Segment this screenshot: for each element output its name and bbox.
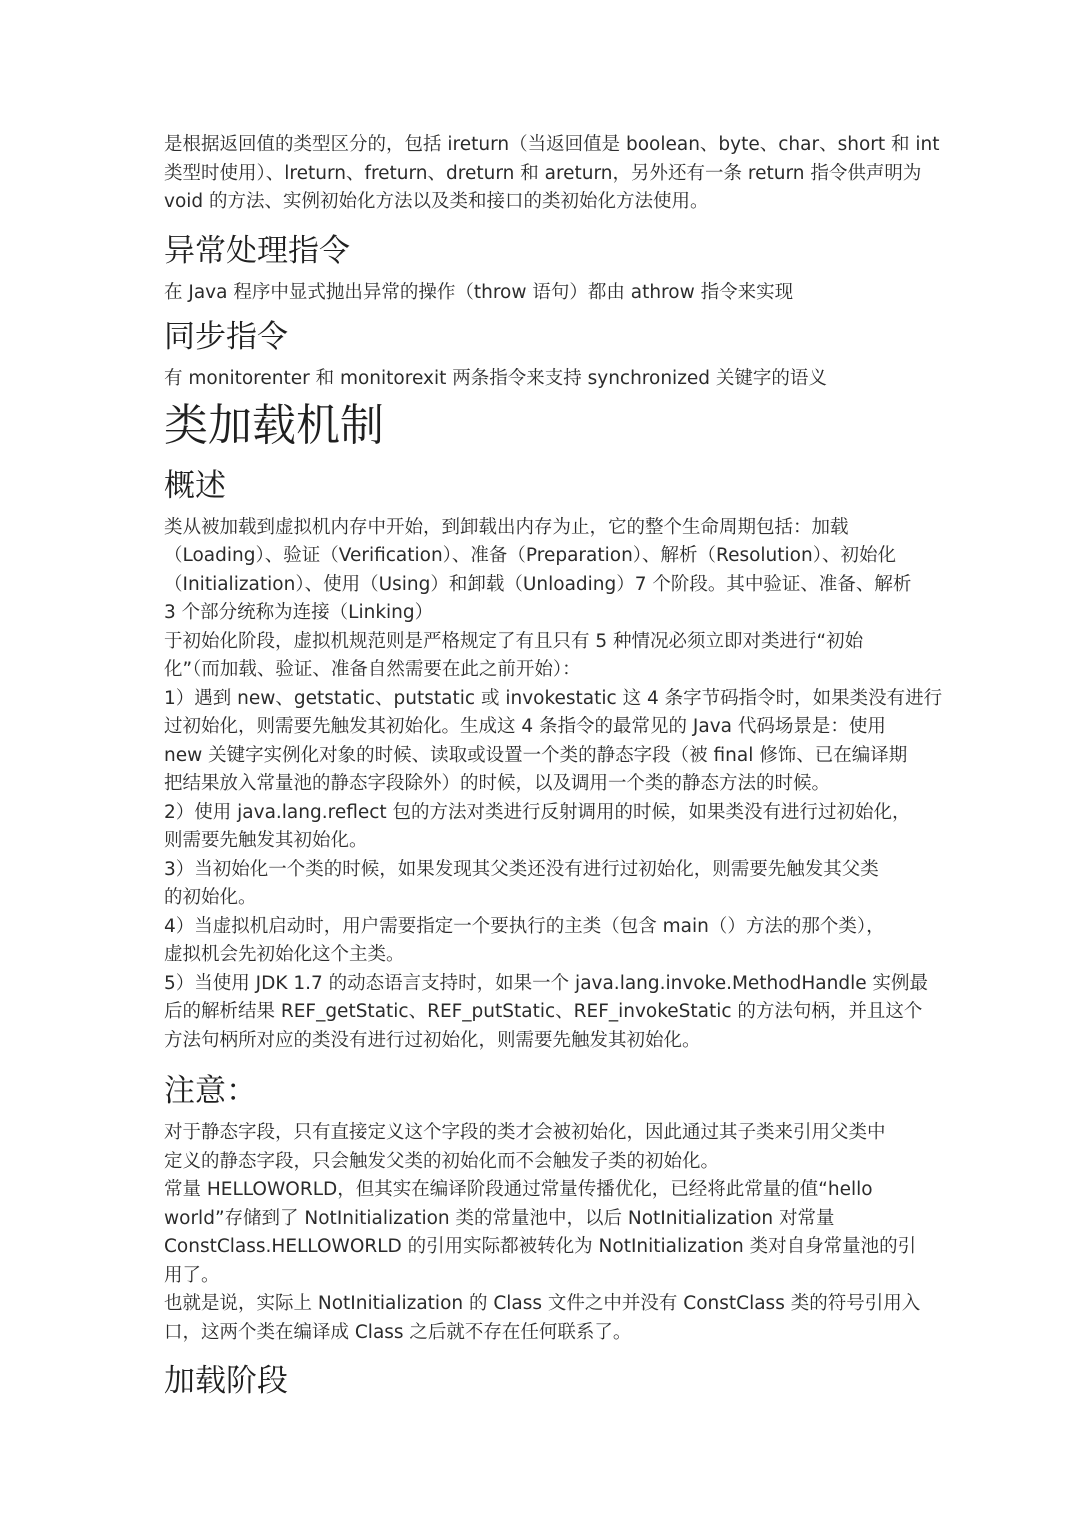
text-line: 2）使用 java.lang.reflect 包的方法对类进行反射调用的时候，如果类没有进行过初始化， [164,801,911,823]
text-line: 于初始化阶段，虚拟机规范则是严格规定了有且只有 5 种情况必须立即对类进行“初始 [164,630,864,652]
text-line: 类从被加载到虚拟机内存中开始，到卸载出内存为止，它的整个生命周期包括：加载 [164,516,849,538]
text-line: 4）当虚拟机启动时，用户需要指定一个要执行的主类（包含 main（）方法的那个类）， [164,915,885,937]
text-line: 类型时使用）、lreturn、freturn、dreturn 和 areturn，另外还有一条 return 指令供声明为 [164,162,922,184]
text-line: 3 个部分统称为连接（Linking） [164,602,434,623]
heading-note: 注意： [164,1073,257,1109]
exception-paragraph [164,279,924,308]
sync-paragraph [164,365,924,394]
text-line: new 关键字实例化对象的时候、读取或设置一个类的静态字段（被 final 修饰、已在编译期 [164,744,908,766]
heading-overview: 概述 [164,467,226,504]
text-line: 则需要先触发其初始化。 [164,830,368,851]
heading-class-loading: 类加载机制 [164,399,384,451]
overview-paragraph [164,514,943,1056]
intro-paragraph [164,131,940,217]
text-line: 用了。 [164,1264,220,1286]
text-line: 定义的静态字段，只会触发父类的初始化而不会触发子类的初始化。 [164,1150,720,1172]
document-page [164,131,943,1409]
text-line: 化”（而加载、验证、准备自然需要在此之前开始）： [164,659,581,680]
text-line: 有 monitorenter 和 monitorexit 两条指令来支持 synchronized 关键字的语义 [164,368,827,389]
text-line: 也就是说，实际上 NotInitialization 的 Class 文件之中并没有 ConstClass 类的符号引用入 [164,1293,921,1314]
heading-sync-instructions: 同步指令 [164,319,288,355]
text-line: ConstClass.HELLOWORLD 的引用实际都被转化为 NotInitialization 类对自身常量池的引 [164,1236,917,1257]
text-line: world”存储到了 NotInitialization 类的常量池中，以后 NotInitialization 对常量 [164,1207,835,1229]
text-line: 对于静态字段，只有直接定义这个字段的类才会被初始化，因此通过其子类来引用父类中 [164,1122,886,1143]
text-line: （Initialization）、使用（Using）和卸载（Unloading）7 个阶段。其中验证、准备、解析 [164,573,912,595]
text-line: （Loading）、验证（Verification）、准备（Preparation）、解析（Resolution）、初始化 [164,545,896,566]
text-line: 后的解析结果 REF_getStatic、REF_putStatic、REF_invokeStatic 的方法句柄，并且这个 [164,1001,923,1022]
text-line: 是根据返回值的类型区分的，包括 ireturn（当返回值是 boolean、byte、char、short 和 int [164,134,940,155]
heading-loading-phase: 加载阶段 [164,1363,288,1399]
text-line: 在 Java 程序中显式抛出异常的操作（throw 语句）都由 athrow 指令来实现 [164,281,794,303]
text-line: 方法句柄所对应的类没有进行过初始化，则需要先触发其初始化。 [164,1029,701,1051]
text-line: 的初始化。 [164,887,257,908]
text-line: 口，这两个类在编译成 Class 之后就不存在任何联系了。 [164,1321,632,1343]
text-line: void 的方法、实例初始化方法以及类和接口的类初始化方法使用。 [164,191,709,212]
text-line: 过初始化，则需要先触发其初始化。生成这 4 条指令的最常见的 Java 代码场景是：使用 [164,716,886,737]
heading-exception-instructions: 异常处理指令 [164,232,350,269]
text-line: 虚拟机会先初始化这个主类。 [164,944,405,965]
note-paragraph [164,1119,924,1347]
text-line: 3）当初始化一个类的时候，如果发现其父类还没有进行过初始化，则需要先触发其父类 [164,858,879,880]
text-line: 1）遇到 new、getstatic、putstatic 或 invokestatic 这 4 条字节码指令时，如果类没有进行 [164,687,943,709]
text-line: 5）当使用 JDK 1.7 的动态语言支持时，如果一个 java.lang.invoke.MethodHandle 实例最 [164,972,928,994]
text-line: 把结果放入常量池的静态字段除外）的时候，以及调用一个类的静态方法的时候。 [164,773,831,794]
text-line: 常量 HELLOWORLD，但其实在编译阶段通过常量传播优化，已经将此常量的值“hello [164,1179,873,1200]
